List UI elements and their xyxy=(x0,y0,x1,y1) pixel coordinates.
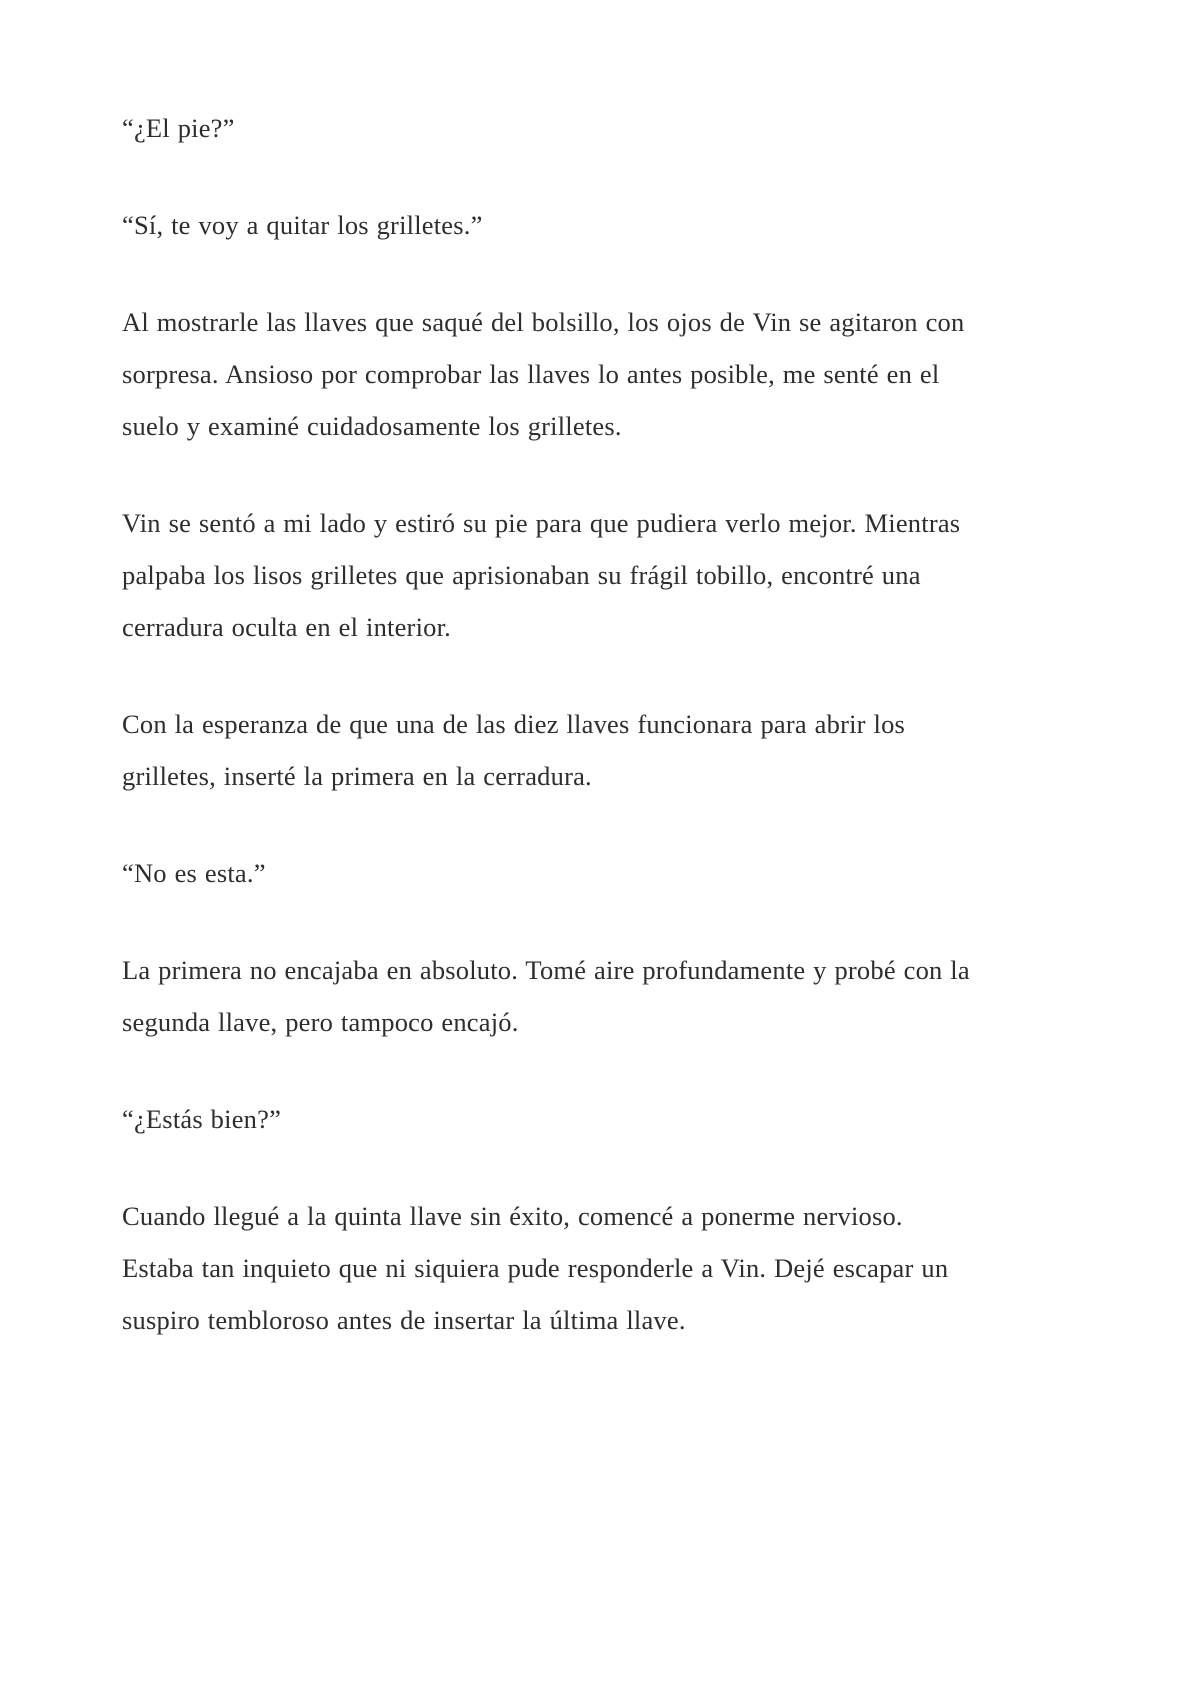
paragraph-dialogue: “¿Estás bien?” xyxy=(122,1104,282,1134)
paragraph-dialogue: “Sí, te voy a quitar los grilletes.” xyxy=(122,210,483,240)
paragraph-dialogue: “¿El pie?” xyxy=(122,113,235,143)
paragraph-dialogue: “No es esta.” xyxy=(122,858,266,888)
paragraph: La primera no encajaba en absoluto. Tomé aire profundamente y probé con la segunda llave, pero tampoco encajó. xyxy=(122,955,970,1037)
paragraph: Al mostrarle las llaves que saqué del bolsillo, los ojos de Vin se agitaron con sorpresa. Ansioso por comprobar las llaves lo antes posible, me senté en el suelo y examiné cuidadosamente los grilletes. xyxy=(122,307,965,441)
paragraph: Con la esperanza de que una de las diez llaves funcionara para abrir los grilletes, inserté la primera en la cerradura. xyxy=(122,709,906,791)
paragraph: Vin se sentó a mi lado y estiró su pie para que pudiera verlo mejor. Mientras palpaba los lisos grilletes que aprisionaban su frágil tobillo, encontré una cerradura oculta en el interior. xyxy=(122,508,961,642)
paragraph: Cuando llegué a la quinta llave sin éxito, comencé a ponerme nervioso. Estaba tan inquieto que ni siquiera pude responderle a Vin. Dejé escapar un suspiro tembloroso antes de insertar la última llave. xyxy=(122,1201,949,1335)
